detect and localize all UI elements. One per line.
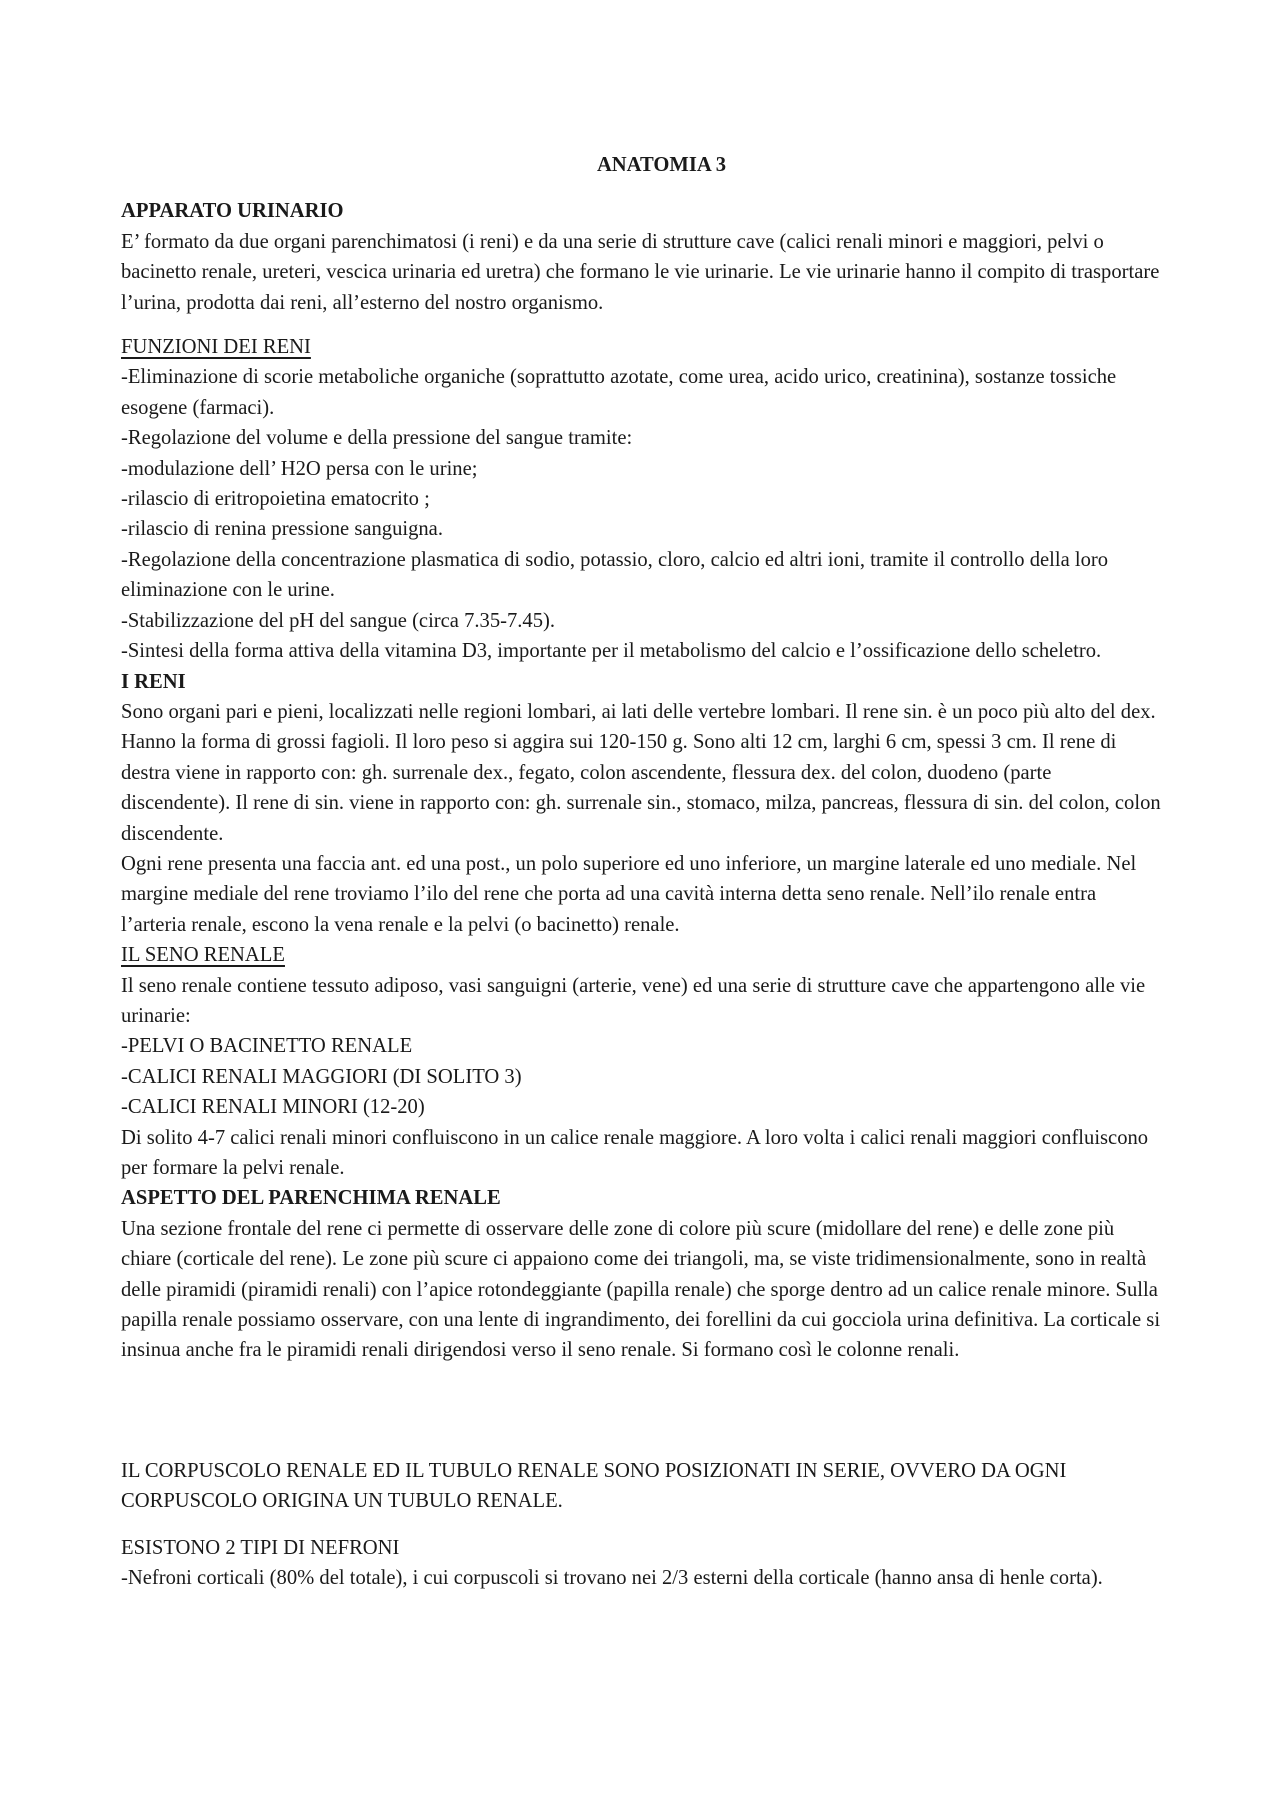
funzioni-line-4: -rilascio di eritropoietina ematocrito ; [121, 488, 430, 511]
heading-aspetto-parenchima: ASPETTO DEL PARENCHIMA RENALE [121, 1187, 501, 1210]
paragraph-seno-1: Il seno renale contiene tessuto adiposo, vasi sanguigni (arterie, vene) ed una serie di strutture cave che appartengono alle vie urinarie: [121, 974, 1146, 1027]
seno-item-2: -CALICI RENALI MAGGIORI (DI SOLITO 3) [121, 1065, 522, 1088]
paragraph-nefroni-corticali: -Nefroni corticali (80% del totale), i cui corpuscoli si trovano nei 2/3 esterni della corticale (hanno ansa di henle corta). [121, 1567, 1103, 1590]
paragraph-seno-2: Di solito 4-7 calici renali minori confluiscono in un calice renale maggiore. A loro volta i calici renali maggiori confluiscono per formare la pelvi renale. [121, 1126, 1149, 1179]
heading-apparato-urinario: APPARATO URINARIO [121, 200, 344, 223]
funzioni-line-7: -Stabilizzazione del pH del sangue (circa 7.35-7.45). [121, 609, 556, 632]
funzioni-line-1: -Eliminazione di scorie metaboliche organiche (soprattutto azotate, come urea, acido urico, creatinina), sostanze tossiche esogene (farmaci). [121, 366, 1117, 419]
paragraph-corpuscolo: IL CORPUSCOLO RENALE ED IL TUBULO RENALE SONO POSIZIONATI IN SERIE, OVVERO DA OGNI CORPUSCOLO ORIGINA UN TUBULO RENALE. [121, 1459, 1067, 1513]
funzioni-line-6: -Regolazione della concentrazione plasmatica di sodio, potassio, cloro, calcio ed altri ioni, tramite il controllo della loro eliminazione con le urine. [121, 548, 1109, 602]
funzioni-line-8: -Sintesi della forma attiva della vitamina D3, importante per il metabolismo del calcio e l’ossificazione dello scheletro. [121, 640, 1102, 663]
funzioni-line-5: -rilascio di renina pressione sanguigna. [121, 518, 443, 541]
paragraph-apparato-urinario: E’ formato da due organi parenchimatosi (i reni) e da una serie di strutture cave (calici renali minori e maggiori, pelvi o bacinetto renale, ureteri, vescica urinaria ed uretra) che formano le vie urinarie. Le vie urinarie hanno il compito di trasportare l’urina, prodotta dai reni, all’esterno del nostro organismo. [121, 230, 1160, 314]
funzioni-line-3: -modulazione dell’ H2O persa con le urine; [121, 457, 478, 480]
seno-item-1: -PELVI O BACINETTO RENALE [121, 1035, 413, 1058]
heading-seno-renale: IL SENO RENALE [121, 944, 285, 967]
funzioni-line-2: -Regolazione del volume e della pressione del sangue tramite: [121, 427, 633, 450]
seno-item-3: -CALICI RENALI MINORI (12-20) [121, 1096, 425, 1119]
paragraph-reni-1: Sono organi pari e pieni, localizzati nelle regioni lombari, ai lati delle vertebre lombari. Il rene sin. è un poco più alto del dex. Hanno la forma di grossi fagioli. Il loro peso si aggira sui 120-150 g. Sono alti 12 cm, larghi 6 cm, spessi 3 cm. Il rene di destra viene in rapporto con: gh. surrenale dex., fegato, colon ascendente, flessura dex. del colon, duodeno (parte discendente). Il rene di sin. viene in rapporto con: gh. surrenale sin., stomaco, milza, pancreas, flessura di sin. del colon, colon discendente. [121, 700, 1161, 845]
document-title: ANATOMIA 3 [596, 154, 727, 176]
heading-tipi-nefroni: ESISTONO 2 TIPI DI NEFRONI [121, 1536, 400, 1559]
paragraph-reni-2: Ogni rene presenta una faccia ant. ed una post., un polo superiore ed uno inferiore, un margine laterale ed uno mediale. Nel margine mediale del rene troviamo l’ilo del rene che porta ad una cavità interna detta seno renale. Nell’ilo renale entra l’arteria renale, escono la vena renale e la pelvi (o bacinetto) renale. [121, 852, 1137, 936]
paragraph-aspetto: Una sezione frontale del rene ci permette di osservare delle zone di colore più scure (midollare del rene) e delle zone più chiare (corticale del rene). Le zone più scure ci appaiono come dei triangoli, ma, se viste tridimensionalmente, sono in realtà delle piramidi (piramidi renali) con l’apice rotondeggiante (papilla renale) che sporge dentro ad un calice renale minore. Sulla papilla renale possiamo osservare, con una lente di ingrandimento, dei forellini da cui gocciola urina definitiva. La corticale si insinua anche fra le piramidi renali dirigendosi verso il seno renale. Si formano così le colonne renali. [121, 1217, 1161, 1362]
heading-funzioni-dei-reni: FUNZIONI DEI RENI [121, 336, 311, 359]
heading-i-reni: I RENI [121, 670, 186, 693]
